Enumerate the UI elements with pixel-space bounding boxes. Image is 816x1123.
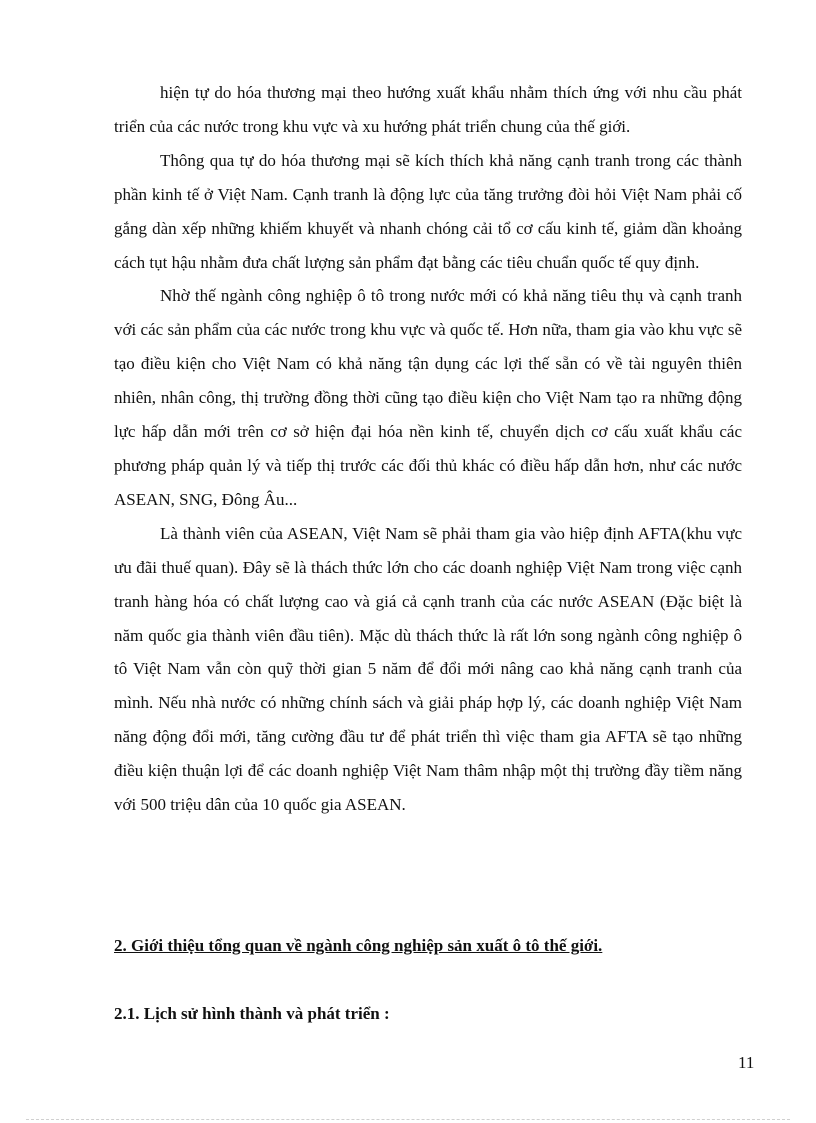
paragraph-auto-industry-advantages: Nhờ thế ngành công nghiệp ô tô trong nước mới có khả năng tiêu thụ và cạnh tranh với các sản phẩm của các nước trong khu vực và quốc tế. Hơn nữa, tham gia vào khu vực sẽ tạo điều kiện cho Việt Nam có khả năng tận dụng các lợi thế sẵn có về tài nguyên thiên nhiên, nhân công, thị trường đồng thời cũng tạo điều kiện cho Việt Nam tạo ra những động lực hấp dẫn mới trên cơ sở hiện đại hóa nền kinh tế, chuyển dịch cơ cấu xuất khẩu các phương pháp quản lý và tiếp thị trước các đối thủ khác có điều hấp dẫn hơn, như các nước ASEAN, SNG, Đông Âu...: [114, 286, 742, 509]
body-text: [114, 76, 742, 822]
subsection-heading: 2.1. Lịch sử hình thành và phát triển :: [114, 1004, 390, 1023]
paragraph-continuation: hiện tự do hóa thương mại theo hướng xuất khẩu nhằm thích ứng với nhu cầu phát triển của các nước trong khu vực và xu hướng phát triển chung của thế giới.: [114, 83, 742, 136]
paragraph-free-trade-competition: Thông qua tự do hóa thương mại sẽ kích thích khả năng cạnh tranh trong các thành phần kinh tế ở Việt Nam. Cạnh tranh là động lực của tăng trưởng đòi hỏi Việt Nam phải cố gắng dàn xếp những khiếm khuyết và nhanh chóng cải tổ cơ cấu kinh tế, giảm dần khoảng cách tụt hậu nhằm đưa chất lượng sản phẩm đạt bằng các tiêu chuẩn quốc tế quy định.: [114, 150, 742, 272]
paragraph-afta-membership: Là thành viên của ASEAN, Việt Nam sẽ phải tham gia vào hiệp định AFTA(khu vực ưu đãi thuế quan). Đây sẽ là thách thức lớn cho các doanh nghiệp Việt Nam trong việc cạnh tranh hàng hóa có chất lượng cao và giá cả cạnh tranh của các nước ASEAN (Đặc biệt là năm quốc gia thành viên đầu tiên). Mặc dù thách thức là rất lớn song ngành công nghiệp ô tô Việt Nam vẫn còn quỹ thời gian 5 năm để đổi mới nâng cao khả năng cạnh tranh của mình. Nếu nhà nước có những chính sách và giải pháp hợp lý, các doanh nghiệp Việt Nam năng động đổi mới, tăng cường đầu tư để phát triển thì việc tham gia AFTA sẽ tạo những điều kiện thuận lợi để các doanh nghiệp Việt Nam thâm nhập một thị trường đầy tiềm năng với 500 triệu dân của 10 quốc gia ASEAN.: [114, 523, 742, 815]
page-number: 11: [738, 1053, 755, 1072]
page-bottom-border: [26, 1119, 790, 1120]
section-heading: 2. Giới thiệu tổng quan về ngành công nghiệp sản xuất ô tô thế giới.: [114, 936, 603, 955]
